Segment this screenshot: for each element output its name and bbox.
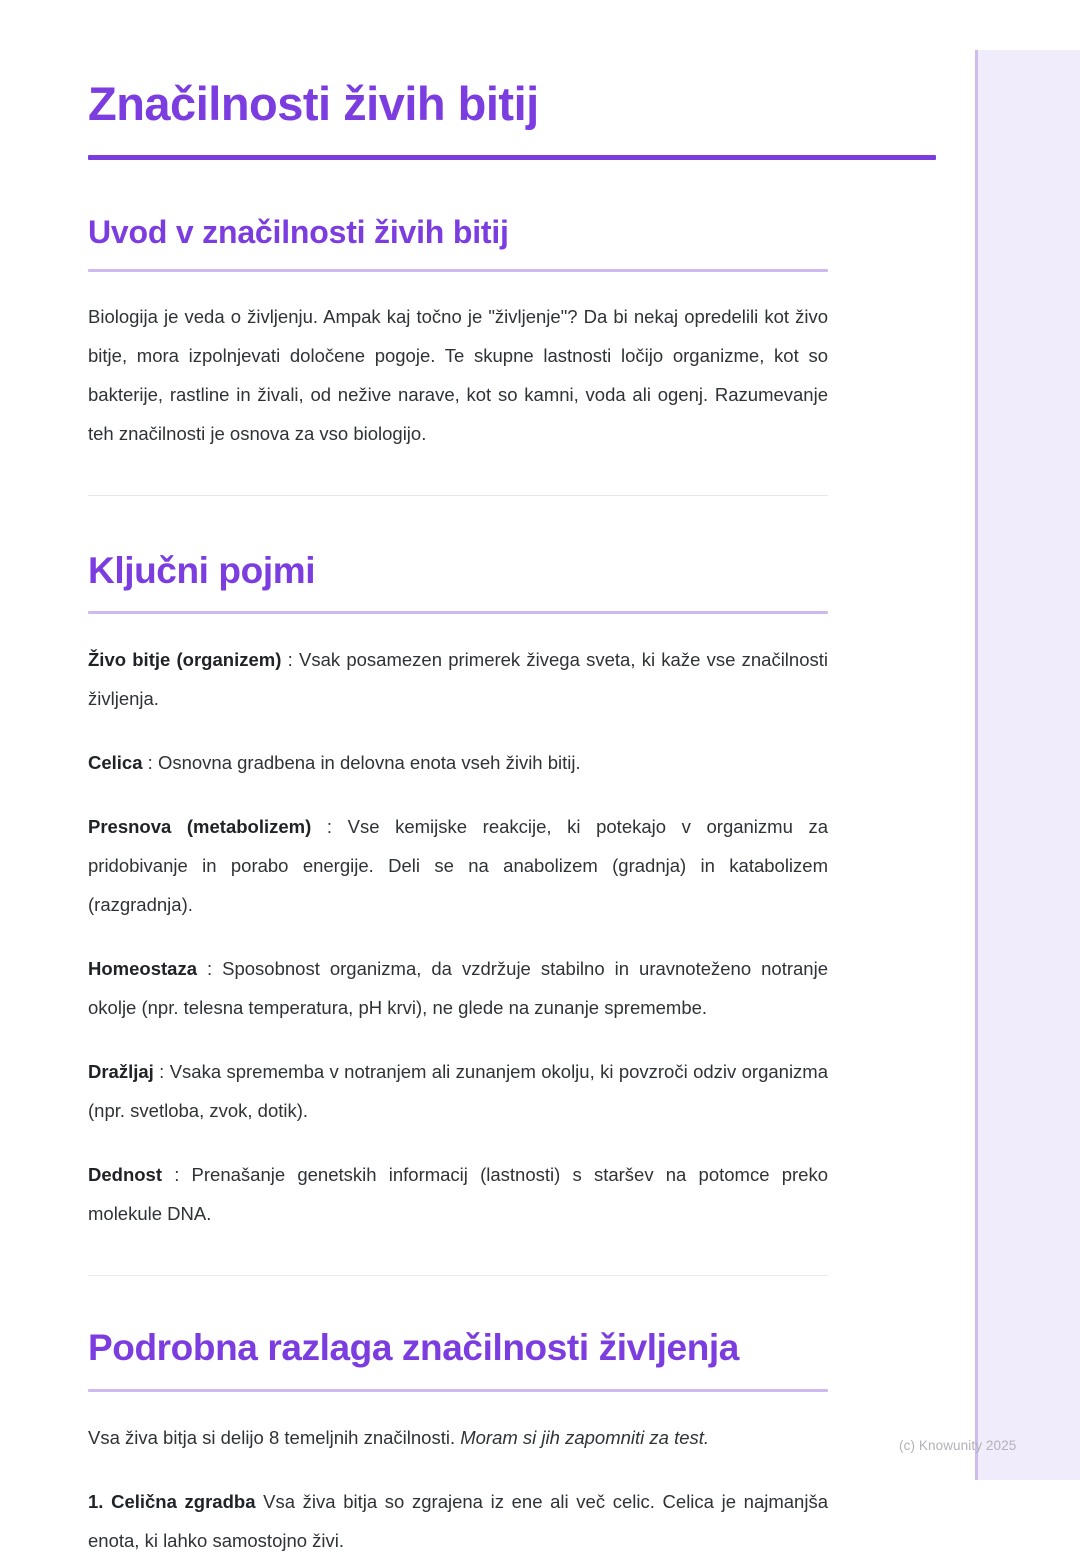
- key-term-label: Živo bitje (organizem): [88, 649, 282, 671]
- detailed-item-term: Celična zgradba: [111, 1490, 256, 1512]
- key-term-label: Dražljaj: [88, 1061, 154, 1083]
- section-intro: [88, 213, 828, 453]
- section-heading-rule: [88, 269, 828, 272]
- section-heading-rule: [88, 1389, 828, 1392]
- intro-paragraph: Biologija je veda o življenju. Ampak kaj točno je "življenje"? Da bi nekaj opredelili kot živo bitje, mora izpolnjevati določene pogoje. Te skupne lastnosti ločijo organizme, kot so bakterije, rastline in živali, od nežive narave, kot so kamni, voda ali ogenj. Razumevanje teh značilnosti je osnova za vso biologijo.: [88, 306, 828, 445]
- document-content: [88, 78, 828, 1560]
- detailed-item-1: [88, 1482, 828, 1560]
- key-term-entry: [88, 1052, 828, 1130]
- detailed-item-text: Vsa živa bitja so zgrajena iz ene ali več celic. Celica je najmanjša enota, ki lahko samostojno živi.: [88, 1490, 828, 1551]
- key-term-separator: :: [196, 958, 223, 980]
- key-term-entry: [88, 807, 828, 924]
- key-term-entry: [88, 1155, 828, 1233]
- key-term-definition: Osnovna gradbena in delovna enota vseh živih bitij.: [157, 752, 581, 774]
- detailed-lead-text: Vsa živa bitja si delijo 8 temeljnih značilnosti.: [88, 1426, 461, 1448]
- title-underline-rule: [88, 155, 936, 160]
- section-heading-rule: [88, 611, 828, 614]
- key-term-definition: Sposobnost organizma, da vzdržuje stabilno in uravnoteženo notranje okolje (npr. telesna temperatura, pH krvi), ne glede na zunanje spremembe.: [88, 958, 828, 1019]
- key-term-entry: [88, 743, 828, 782]
- key-term-entry: [88, 640, 828, 718]
- key-term-entry: [88, 949, 828, 1027]
- key-term-separator: :: [281, 649, 299, 671]
- section-divider-2: [88, 1275, 828, 1276]
- page-title: Značilnosti živih bitij: [88, 77, 539, 130]
- key-term-label: Dednost: [88, 1164, 162, 1186]
- key-term-label: Homeostaza: [88, 958, 197, 980]
- key-term-separator: :: [311, 816, 348, 838]
- detailed-item-number: 1.: [88, 1490, 112, 1512]
- key-term-definition: Vsaka sprememba v notranjem ali zunanjem okolju, ki povzroči odziv organizma (npr. svetloba, zvok, dotik).: [88, 1061, 829, 1122]
- section-detailed-explanation: [88, 1326, 828, 1559]
- key-term-separator: :: [162, 1164, 192, 1186]
- section-heading-intro: Uvod v značilnosti živih bitij: [88, 213, 509, 250]
- detailed-lead-note: Moram si jih zapomniti za test.: [460, 1426, 710, 1448]
- key-term-separator: :: [142, 752, 158, 774]
- section-heading-detailed: Podrobna razlaga značilnosti življenja: [88, 1327, 739, 1369]
- key-term-separator: :: [153, 1061, 170, 1083]
- detailed-lead-paragraph: [88, 1418, 828, 1457]
- key-term-label: Celica: [88, 752, 143, 774]
- section-key-terms: [88, 549, 828, 1233]
- copyright-watermark: (c) Knowunity 2025: [899, 1438, 1017, 1453]
- key-term-definition: Vse kemijske reakcije, ki potekajo v organizmu za pridobivanje in porabo energije. Deli se na anabolizem (gradnja) in katabolizem (razgradnja).: [88, 816, 829, 916]
- key-term-label: Presnova (metabolizem): [88, 816, 312, 838]
- section-divider-1: [88, 495, 828, 496]
- key-term-definition: Vsak posamezen primerek živega sveta, ki kaže vse značilnosti življenja.: [88, 649, 828, 710]
- key-term-definition: Prenašanje genetskih informacij (lastnosti) s staršev na potomce preko molekule DNA.: [88, 1164, 828, 1225]
- section-heading-key-terms: Ključni pojmi: [88, 550, 316, 592]
